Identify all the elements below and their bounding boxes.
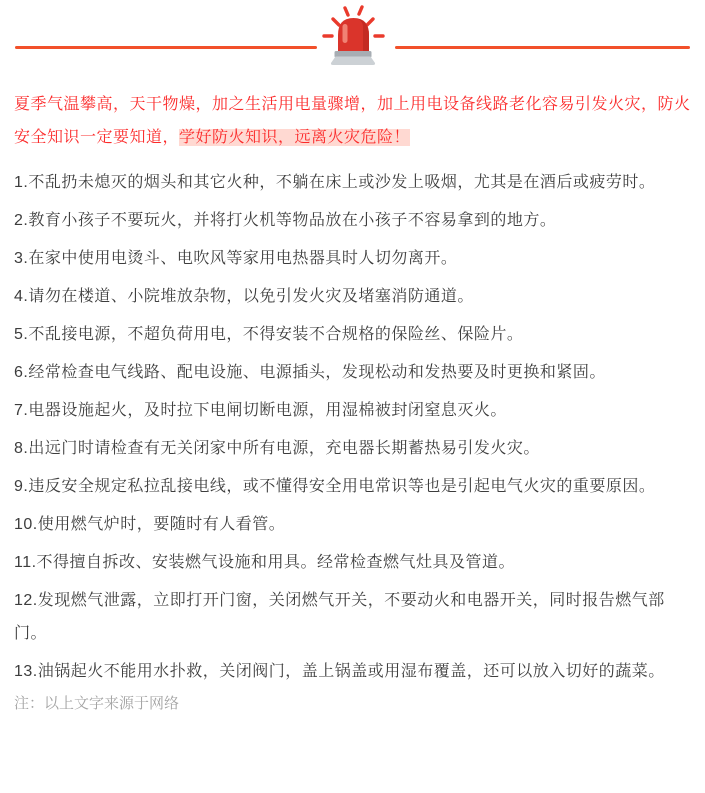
article-content (0, 88, 705, 714)
tip-item-3: 3.在家中使用电烫斗、电吹风等家用电热器具时人切勿离开。 (14, 250, 458, 267)
intro-paragraph (14, 88, 691, 154)
tip-item-1: 1.不乱扔未熄灭的烟头和其它火种，不躺在床上或沙发上吸烟，尤其是在酒后或疲劳时。 (14, 174, 656, 191)
tip-item-13: 13.油锅起火不能用水扑救，关闭阀门，盖上锅盖或用湿布覆盖，还可以放入切好的蔬菜。 (14, 663, 665, 680)
article-header (0, 0, 705, 80)
tip-item-6: 6.经常检查电气线路、配电设施、电源插头，发现松动和发热要及时更换和紧固。 (14, 364, 606, 381)
tip-item-5: 5.不乱接电源，不超负荷用电，不得安装不合规格的保险丝、保险片。 (14, 326, 524, 343)
tip-item-8: 8.出远门时请检查有无关闭家中所有电源，充电器长期蓄热易引发火灾。 (14, 440, 540, 457)
tip-item-2: 2.教育小孩子不要玩火，并将打火机等物品放在小孩子不容易拿到的地方。 (14, 212, 557, 229)
intro-highlight-text: 学好防火知识，远离火灾危险！ (179, 129, 411, 146)
tip-item-7: 7.电器设施起火，及时拉下电闸切断电源，用湿棉被封闭窒息灭火。 (14, 402, 507, 419)
tip-item-12: 12.发现燃气泄露，立即打开门窗，关闭燃气开关，不要动火和电器开关，同时报告燃气部门。 (14, 592, 665, 642)
divider-line-right (395, 46, 690, 49)
source-note: 注：以上文字来源于网络 (14, 695, 180, 712)
tip-item-4: 4.请勿在楼道、小院堆放杂物，以免引发火灾及堵塞消防通道。 (14, 288, 474, 305)
siren-icon (321, 4, 385, 68)
intro-text: 夏季气温攀高，天干物燥，加之生活用电量骤增，加上用电设备线路老化容易引发火灾，防火安全知识一定要知道， (14, 96, 691, 146)
tip-item-10: 10.使用燃气炉时，要随时有人看管。 (14, 516, 286, 533)
tip-item-11: 11.不得擅自拆改、安装燃气设施和用具。经常检查燃气灶具及管道。 (14, 554, 516, 571)
tip-item-9: 9.违反安全规定私拉乱接电线，或不懂得安全用电常识等也是引起电气火灾的重要原因。 (14, 478, 656, 495)
divider-line-left (15, 46, 317, 49)
